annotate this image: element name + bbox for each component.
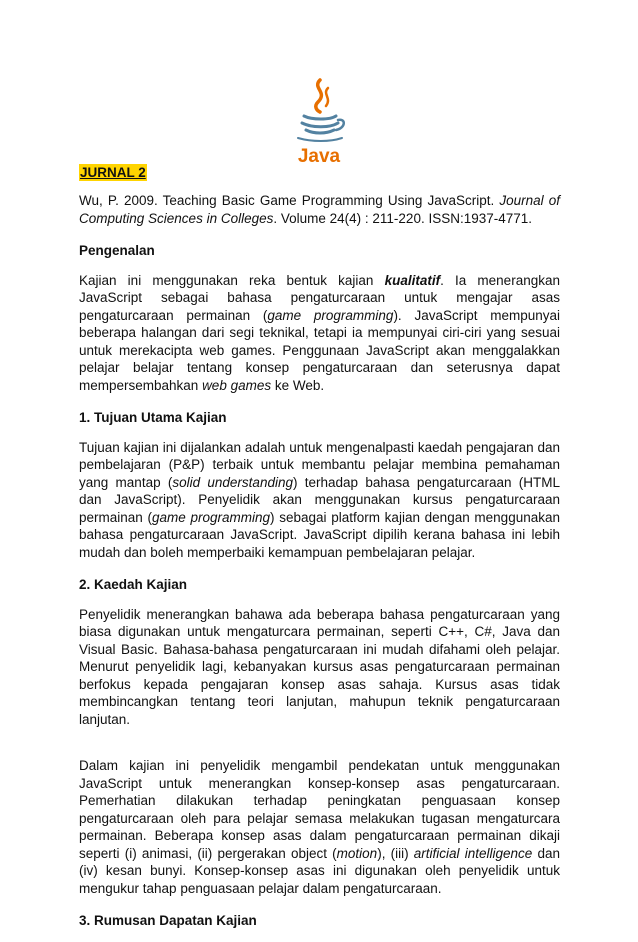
paragraph-kaedah-2: Dalam kajian ini penyelidik mengambil pendekatan untuk menggunakan JavaScript untuk menerangkan konsep-konsep asas pengaturcaraan. Pemerhatian dilakukan terhadap peningkatan penguasaan konsep pengaturcaraan oleh para pelajar semasa melakukan tugasan mengaturcara permainan. Beberapa konsep asas dalam pengaturcaraan permainan dikaji seperti (i) animasi, (ii) pergerakan object (motion), (iii) artificial intelligence dan (iv) kesan bunyi. Konsep-konsep asas ini digunakan oleh penyelidik untuk mengukur tahap penguasaan pelajar dalam pengaturcaraan. — [79, 758, 560, 896]
java-cup-icon — [284, 76, 354, 166]
heading-kaedah: 2. Kaedah Kajian — [79, 577, 188, 592]
citation: Wu, P. 2009. Teaching Basic Game Programming Using JavaScript. Journal of Computing Sciences in Colleges. Volume 24(4) : 211-220. ISSN:1937-4771. — [79, 193, 560, 226]
java-logo — [284, 76, 354, 166]
heading-tujuan: 1. Tujuan Utama Kajian — [79, 410, 227, 425]
heading-rumusan: 3. Rumusan Dapatan Kajian — [79, 913, 257, 928]
paragraph-tujuan: Tujuan kajian ini dijalankan adalah untuk mengenalpasti kaedah pengajaran dan pembelajaran (P&P) terbaik untuk membantu pelajar membina pemahaman yang mantap (solid understanding) terhadap bahasa pengaturcaraan (HTML dan JavaScript). Penyelidik akan menggunakan kursus pengaturcaraan permainan (game programming) sebagai platform kajian dengan menggunakan bahasa pengaturcaraan JavaScript. JavaScript dipilih kerana bahasa ini lebih mudah dan boleh memperbaiki kemampuan pembelajaran pelajar. — [79, 439, 560, 560]
heading-pengenalan: Pengenalan — [79, 243, 155, 258]
java-logo-word: Java — [297, 146, 341, 166]
journal-label: JURNAL 2 — [80, 165, 146, 180]
document-body — [79, 192, 560, 942]
paragraph-pengenalan: Kajian ini menggunakan reka bentuk kajian kualitatif. Ia menerangkan JavaScript sebagai bahasa pengaturcaraan untuk mengajar asas pengaturcaraan permainan (game programming). JavaScript mempunyai beberapa halangan dari segi teknikal, tetapi ia mempunyai ciri-ciri yang sesuai untuk merekacipta web games. Penggunaan JavaScript akan menggalakkan pelajar belajar tentang konsep pengaturcaraan dan seterusnya dapat mempersembahkan web games ke Web. — [79, 272, 560, 393]
paragraph-kaedah-1: Penyelidik menerangkan bahawa ada beberapa bahasa pengaturcaraan yang biasa digunakan untuk mengaturcara permainan, seperti C++, C#, Java dan Visual Basic. Bahasa-bahasa pengaturcaraan ini mudah difahami oleh pelajar. Menurut penyelidik lagi, kebanyakan kursus asas pengaturcaraan permainan berfokus kepada pengajaran konsep asas sahaja. Kursus asas tidak membincangkan tentang teori lanjutan, mahupun teknik pengaturcaraan lanjutan. — [79, 606, 560, 727]
